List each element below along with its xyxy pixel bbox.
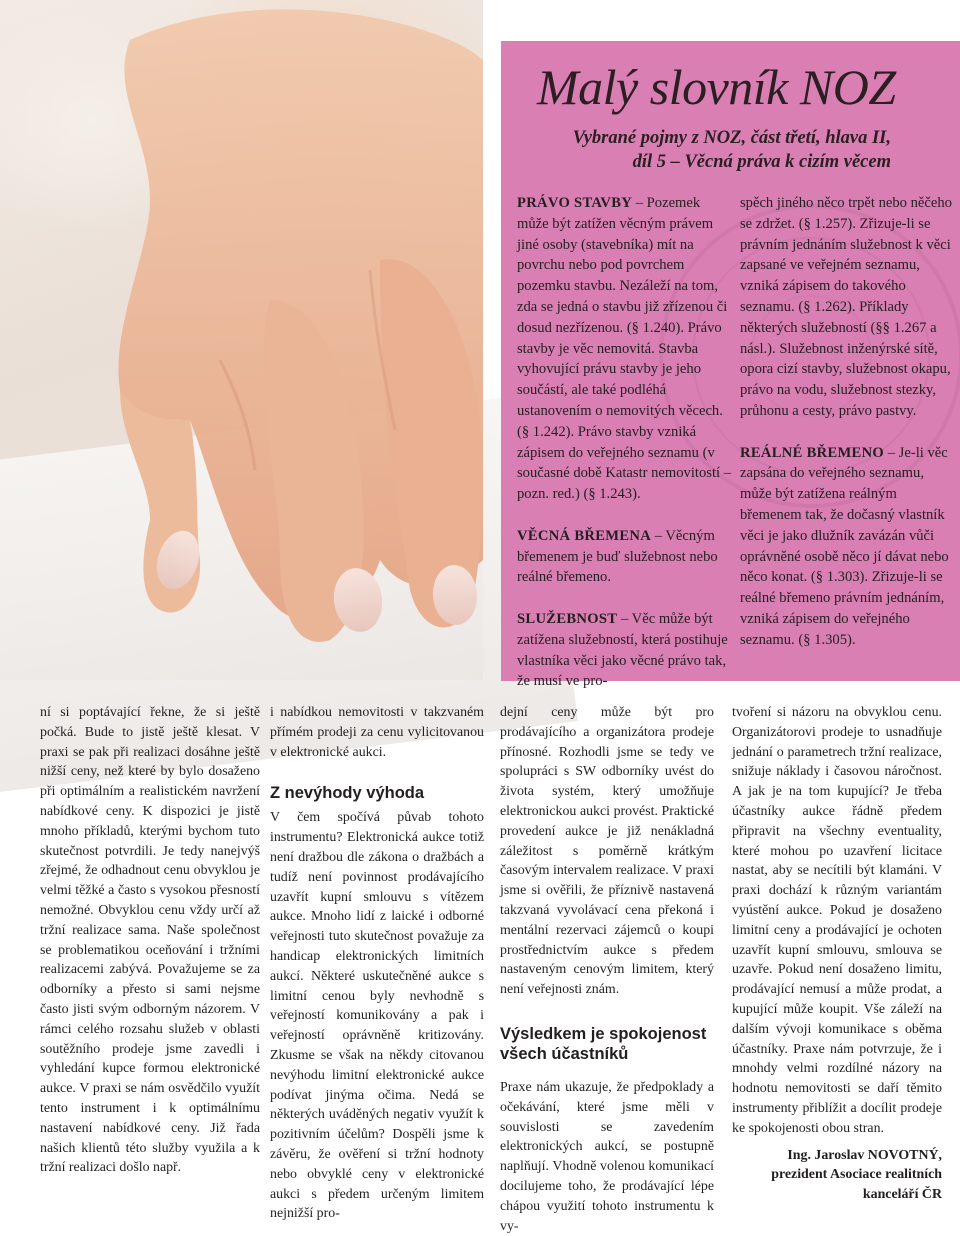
hand-illustration [0, 0, 483, 680]
author-name: Ing. Jaroslav NOVOTNÝ, [787, 1147, 942, 1163]
article-paragraph: V čem spočívá půvab tohoto instrumentu? Elektronická aukce totiž není dražbou dle zákona o dražbách a tudíž není povinnost prodávajícího uzavřít kupní smlouvu s vítězem aukce. Mnoho lidí z laické i odborné veřejnosti tuto skutečnost považuje za handicap elektronických limitních aukcí. Některé uskutečněné aukce s limitní cenou byly nevhodně s veřejností komunikovány a pak i veřejností oprávněně kritizovány. Zkusme se však na někdy citovanou nevýhodu limitní elektronické aukce podívat jinýma očima. Nedá se některých uváděných negativ využít k pozitivním účelům? Dospěli jsme k závěru, že ověření si tržní hodnoty nebo obvyklé ceny v elektronické aukci s předem určeným limitem nejnižší pro- [270, 810, 484, 1222]
article-column-3 [500, 703, 714, 1236]
author-role: prezident Asociace realitních [771, 1167, 942, 1183]
glossary-term: SLUŽEBNOST [517, 610, 618, 627]
glossary-entry-sluzebnost-continued: spěch jiného něco trpět nebo něčeho se zdržet. (§ 1.257). Zřizuje-li se právním jednáním služebnost k věci zapsané ve veřejném seznamu, vzniká zápisem do takového seznamu. (§ 1.262). Příklady některých služebností (§§ 1.267 a násl.). Služebnost inženýrské sítě, opora cizí stavby, služebnost okapu, právo na vodu, služebnost stezky, průhonu a cesty, právo pastvy. [740, 195, 952, 419]
glossary-column-right [740, 193, 954, 671]
glossary-definition: – Věc může být zatížena služebností, která postihuje vlastníka věci jako věcné právo tak, že musí ve pro- [517, 610, 728, 690]
glossary-term: REÁLNÉ BŘEMENO [740, 444, 885, 461]
glossary-definition: – Věcným břemenem je buď služebnost nebo reálné břemeno. [517, 527, 718, 586]
glossary-subtitle-line2: díl 5 – Věcná práva k cizím věcem [632, 152, 891, 172]
article-column-2 [270, 703, 484, 1224]
glossary-term: VĚCNÁ BŘEMENA [517, 527, 652, 544]
glossary-definition: – Pozemek může být zatížen věcným právem jiné osoby (stavebníka) mít na povrchu nebo pod povrchem pozemku stavbu. Nezáleží na tom, zda se jedná o stavbu již zřízenou či dosud nezřízenou. (§ 1.240). Právo stavby je věc nemovitá. Stavba vyhovující právu stavby je jeho součástí, ale také podléhá ustanovením o nemovitých věcech. (§ 1.242). Právo stavby vzniká zápisem do veřejného seznamu (v současné době Katastr nemovitostí – pozn. red.) (§ 1.243). [517, 195, 731, 503]
hand-on-paper-photo [0, 0, 483, 680]
glossary-entry-sluzebnost [517, 609, 733, 692]
glossary-entry-realne-bremeno [740, 443, 954, 651]
article-column-4 [732, 703, 942, 1205]
glossary-definition: – Je-li věc zapsána do veřejného seznamu, může být zatížena reálným břemenem tak, že dočasný vlastník věci je jako dlužník zavázán vůči oprávněné osobě něco jí dávat nebo něco konat. (§ 1.303). Zřizuje-li se reálné břemeno právním jednáním, vzniká zápisem do veřejného seznamu. (§ 1.305). [740, 444, 949, 648]
article-paragraph: Praxe nám ukazuje, že předpoklady a očekávání, které jsme měli v souvislosti se zavedením elektronických aukcí, se postupně naplňují. Vhodně volenou komunikací docilujeme toho, že prodávající lépe chápou využití tohoto instrumentu k vy- [500, 1079, 714, 1234]
glossary-term: PRÁVO STAVBY [517, 195, 633, 211]
glossary-entry-vecna-bremena [517, 526, 733, 588]
section-heading: Z nevýhody výhoda [270, 784, 425, 803]
article-paragraph: tvoření si názoru na obvyklou cenu. Organizátorovi prodeje to usnadňuje jednání o parametrech tržní realizace, snižuje náklady i časovou náročnost. A jak je na tom kupující? Je třeba účastníky aukce řádně předem připravit na všechny eventuality, které mohou po uzavření licitace nastat, aby se necítili být klamáni. V praxi dochází k různým variantám vyústění aukce. Pokud je dosaženo limitní ceny a prodávající je ochoten uzavřít kupní smlouvu, smlouva se uzavře. Pokud není dosaženo limitu, prodávající nemusí a může prodat, a kupující může koupit. Vše záleží na dalším vývoji komunikace s oběma účastníky. Praxe nám potvrzuje, že i mnohdy velmi rozdílné názory na hodnotu nemovitosti se daří těmito instrumenty přiblížit a docílit prodeje ke spokojenosti obou stran. [732, 705, 942, 1136]
glossary-subtitle-line1: Vybrané pojmy z NOZ, část třetí, hlava II, [572, 128, 891, 148]
glossary-entry-pravo-stavby [517, 193, 733, 505]
glossary-subtitle [521, 126, 891, 174]
article-column-1 [40, 703, 260, 1178]
author-organization: kanceláří ČR [862, 1187, 942, 1203]
section-heading: Výsledkem je spokojenost všech účastníků [500, 1024, 707, 1063]
article-paragraph: dejní ceny může být pro prodávajícího a organizátora prodeje přínosné. Rozhodli jsme se tedy ve spolupráci s SW odborníky uvést do života systém, který umožňuje elektronickou aukci provést. Praktické provedení aukce je již nenákladná záležitost s poměrně krátkým časovým intervalem realizace. V praxi jsme si ověřili, že příznivě nastavená takzvaná vyvolávací cena překoná i mentální rezervaci zájemců o koupi prostřednictvím aukce s předem nastaveným cenovým limitem, který není veřejnosti znám. [500, 705, 714, 998]
article-paragraph: ní si poptávající řekne, že si ještě počká. Bude to jistě ještě klesat. V praxi se pak při realizaci dosáhne ještě nižší ceny, než které by bylo dosaženo při optimálním a realistickém navržení nabídkové ceny. K dispozici je jistě mnoho příkladů, kterými bychom tuto skutečnost potvrdili. Je tedy nanejvýš zřejmé, že odhadnout cenu obvyklou je velmi těžké a často s vysokou přesností nemožné. Obvyklou cenu vždy určí až tržní realizace sama. Naše společnost se problematikou oceňování i tržními realizacemi zabývá. Považujeme se za odborníky a přesto si sami nejsme často jisti svým odborným názorem. V rámci celého rozsahu služeb v oblasti soutěžního prodeje jsme zavedli i vyhledání kupce formou elektronické aukce. V praxi se nám osvědčilo využít tento instrument i k optimálnímu nastavení nabídkové ceny. Již řada našich klientů této služby využila a k tržní realizaci došlo např. [40, 705, 260, 1176]
glossary-column-left [517, 193, 733, 713]
glossary-title: Malý slovník NOZ [537, 59, 896, 115]
author-signature [732, 1146, 942, 1205]
article-paragraph: i nabídkou nemovitosti v takzvaném přímém prodeji za cenu vylicitovanou v elektronické aukci. [270, 705, 484, 760]
